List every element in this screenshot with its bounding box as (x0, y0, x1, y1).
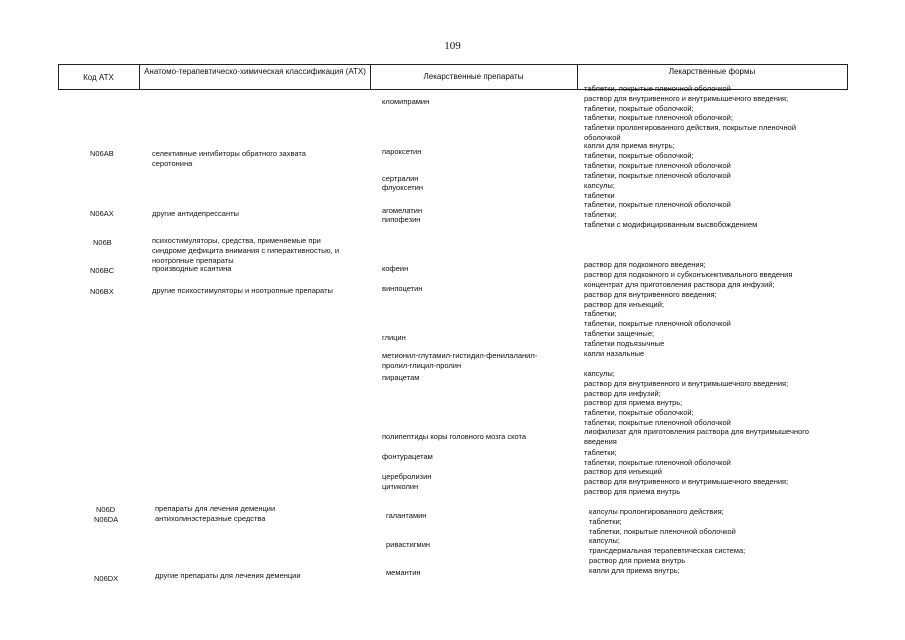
forms-list (584, 260, 792, 280)
forms-list (584, 181, 615, 201)
drug-name: галантамин (386, 511, 427, 520)
text-line: оболочкой (584, 132, 621, 142)
drug-name (382, 351, 537, 371)
forms-list (584, 349, 644, 359)
text-line: таблетки; (584, 309, 617, 319)
text-line: раствор для внутривенного и внутримышечного введения; (584, 93, 789, 103)
text-line: раствор для внутривенного введения; (584, 289, 717, 299)
classification-text (152, 149, 306, 169)
text-line: раствор для приема внутрь (584, 486, 681, 496)
text-line: таблетки, покрытые пленочной оболочкой (584, 84, 731, 93)
classification-text (152, 236, 339, 265)
classification-text: другие психостимуляторы и ноотропные препараты (152, 286, 333, 295)
classification-text: препараты для лечения деменции (155, 504, 276, 513)
drug-name: мемантин (386, 568, 421, 577)
header-top-rule (58, 64, 848, 65)
atx-code: N06BX (90, 287, 114, 296)
forms-list (584, 210, 757, 230)
drug-name: пирацетам (382, 373, 420, 382)
text-line: таблетки, покрытые пленочной оболочкой (589, 526, 736, 536)
text-line: таблетки, покрытые пленочной оболочкой (584, 171, 731, 180)
classification-text: другие препараты для лечения деменции (155, 571, 301, 580)
text-line: метионил-глутамил-гистидил-фенилаланил- (382, 351, 538, 360)
page-number: 109 (444, 40, 461, 52)
atx-code: N06BC (90, 266, 115, 275)
header-classification: Анатомо-терапевтическо-химическая классификация (АТХ) (144, 67, 366, 76)
text-line: таблетки защечные; (584, 329, 655, 338)
drug-name: глицин (382, 333, 406, 342)
drug-name: цитиколин (382, 482, 419, 491)
text-line: ноотропные препараты (152, 255, 234, 265)
forms-list (584, 467, 662, 477)
drug-name: кофеин (382, 264, 409, 273)
header-divider (139, 64, 140, 90)
text-line: трансдермальная терапевтическая система; (589, 545, 746, 555)
text-line: таблетки, покрытые оболочкой; (584, 150, 694, 160)
text-line: раствор для приема внутрь (589, 555, 686, 565)
drug-name: пароксетин (382, 147, 422, 156)
drug-name: фонтурацетам (382, 452, 433, 461)
text-line: раствор для внутривенного и внутримышечного введения; (584, 477, 789, 486)
atx-code: N06DX (94, 574, 119, 583)
header-divider (847, 64, 848, 90)
forms-list (584, 200, 731, 210)
atx-code: N06D (96, 505, 116, 514)
text-line: раствор для подкожного введения; (584, 260, 706, 269)
drug-name: агомелатин (382, 206, 423, 215)
text-line: таблетки, покрытые пленочной оболочкой (584, 319, 731, 329)
text-line: таблетки, покрытые пленочной оболочкой (584, 457, 731, 467)
text-line: раствор для внутривенного и внутримышечного введения; (584, 378, 789, 388)
text-line: таблетки пролонгированного действия, покрытые пленочной (584, 123, 797, 133)
text-line: селективные ингибиторы обратного захвата (152, 149, 306, 158)
text-line: капли для приема внутрь; (589, 566, 680, 575)
text-line: таблетки, покрытые пленочной оболочкой (584, 200, 731, 209)
text-line: концентрат для приготовления раствора для инфузий; (584, 280, 775, 289)
forms-list (589, 507, 736, 536)
forms-list (584, 477, 788, 497)
text-line: серотонина (152, 158, 193, 168)
forms-list (584, 369, 788, 428)
atx-code: N06AX (90, 209, 114, 218)
atx-code: N06AB (90, 149, 114, 158)
text-line: капли для приема внутрь; (584, 141, 675, 150)
drug-name: пипофезин (382, 215, 421, 224)
classification-text: антихолинэстеразные средства (155, 514, 266, 523)
text-line: капсулы; (584, 181, 615, 190)
classification-text: другие антидепрессанты (152, 209, 239, 218)
drug-name: ривастигмин (386, 540, 431, 549)
text-line: капли назальные (584, 349, 645, 358)
classification-text: производные ксантина (152, 264, 232, 273)
drug-name: кломипрамин (382, 97, 430, 106)
text-line: таблетки, покрытые пленочной оболочкой; (584, 113, 733, 123)
text-line: раствор для подкожного и субконъюнктивального введения (584, 269, 793, 279)
text-line: раствор для инъекций; (584, 299, 664, 309)
text-line: таблетки; (584, 210, 617, 219)
atx-code: N06DA (94, 515, 119, 524)
drug-name: церебролизин (382, 472, 432, 481)
header-drugs: Лекарственные препараты (423, 72, 524, 81)
forms-list (584, 280, 775, 329)
text-line: таблетки, покрытые пленочной оболочкой (584, 160, 731, 170)
text-line: капсулы пролонгированного действия; (589, 507, 724, 516)
text-line: пролил-глицил-пролин (382, 360, 462, 370)
text-line: капсулы; (589, 536, 620, 545)
forms-list (584, 141, 731, 170)
drug-name: флуоксетин (382, 183, 424, 192)
drug-name: полипептиды коры головного мозга скота (382, 432, 527, 441)
text-line: таблетки; (584, 448, 617, 457)
forms-list (584, 329, 664, 349)
atx-code: N06B (93, 238, 112, 247)
text-line: таблетки, покрытые оболочкой; (584, 408, 694, 418)
forms-list (589, 536, 745, 565)
drug-name: сертралин (382, 174, 419, 183)
forms-list (589, 566, 680, 576)
forms-list (584, 448, 731, 468)
text-line: таблетки (584, 190, 615, 200)
text-line: таблетки с модифицированным высвобождением (584, 219, 758, 229)
text-line: капсулы; (584, 369, 615, 378)
text-line: раствор для инъекций (584, 467, 662, 476)
forms-list (584, 84, 796, 143)
text-line: раствор для инфузий; (584, 388, 661, 398)
text-line: психостимуляторы, средства, применяемые при (152, 236, 321, 245)
header-forms: Лекарственные формы (668, 67, 756, 76)
text-line: таблетки, покрытые оболочкой; (584, 103, 694, 113)
header-code: Код АТХ (83, 73, 114, 82)
text-line: раствор для приема внутрь; (584, 398, 683, 408)
text-line: таблетки подъязычные (584, 338, 665, 348)
drug-name: винпоцетин (382, 284, 423, 293)
text-line: синдроме дефицита внимания с гиперактивностью, и (152, 245, 340, 255)
text-line: таблетки; (589, 516, 622, 526)
forms-list (584, 171, 731, 181)
text-line: таблетки, покрытые пленочной оболочкой (584, 417, 731, 427)
forms-list (584, 427, 809, 447)
text-line: лиофилизат для приготовления раствора для внутримышечного (584, 427, 809, 436)
text-line: введения (584, 436, 617, 446)
